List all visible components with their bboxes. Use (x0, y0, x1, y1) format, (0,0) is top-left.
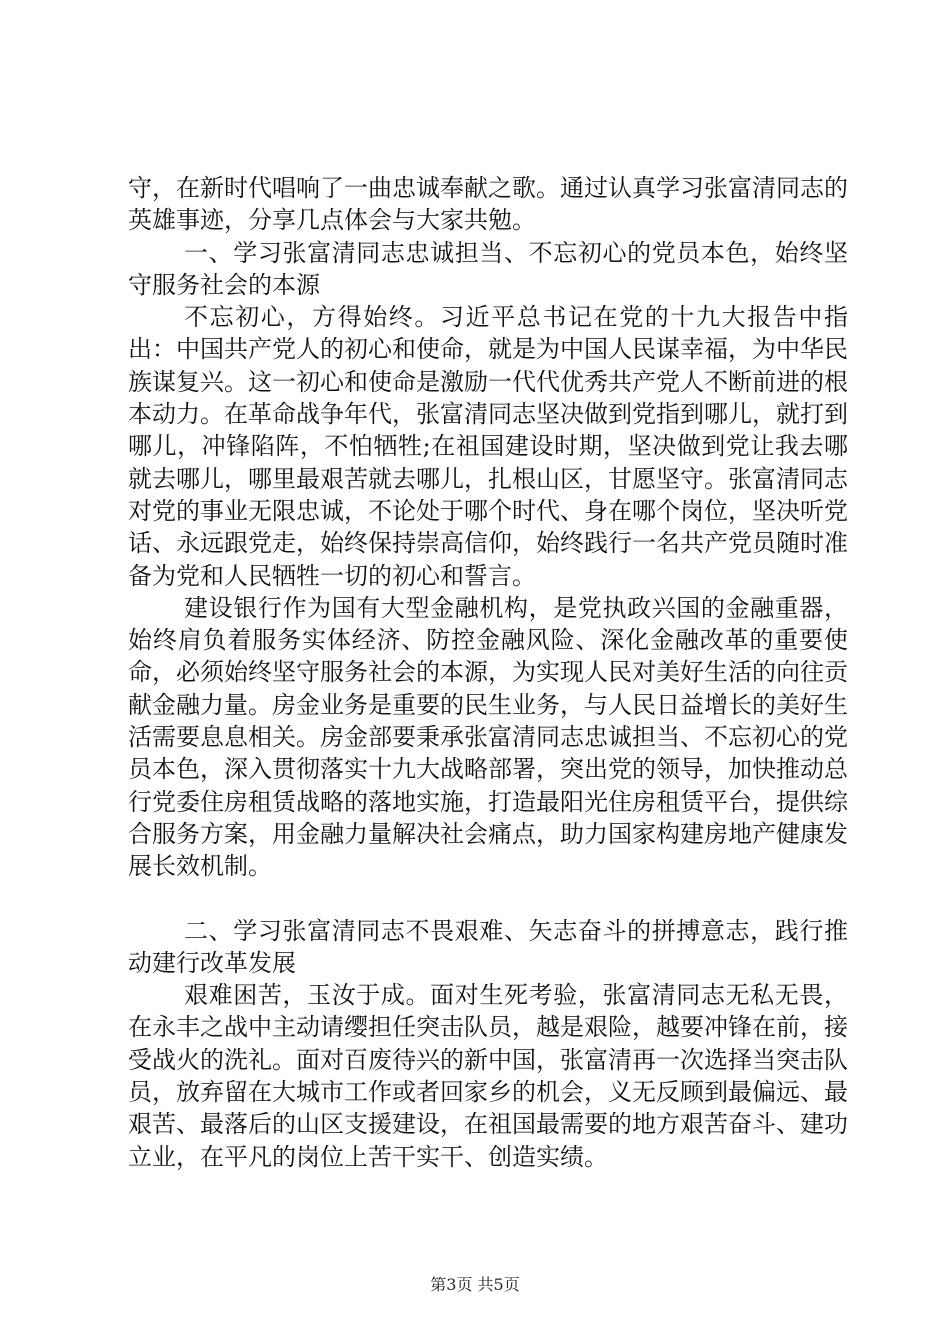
document-body (128, 172, 848, 1173)
section-heading-2: 二、学习张富清同志不畏艰难、矢志奋斗的拼搏意志，践行推动建行改革发展 (128, 916, 848, 977)
paragraph-continuation: 守，在新时代唱响了一曲忠诚奉献之歌。通过认真学习张富清同志的英雄事迹，分享几点体会与大家共勉。 (128, 174, 848, 235)
paragraph-gap (128, 883, 848, 915)
paragraph-initial-mission: 不忘初心，方得始终。习近平总书记在党的十九大报告中指出：中国共产党人的初心和使命，就是为中国人民谋幸福，为中华民族谋复兴。这一初心和使命是激励一代代优秀共产党人不断前进的根本动力。在革命战争年代，张富清同志坚决做到党指到哪儿，就打到哪儿，冲锋陷阵，不怕牺牲;在祖国建设时期，坚决做到党让我去哪就去哪儿，哪里最艰苦就去哪儿，扎根山区，甘愿坚守。张富清同志对党的事业无限忠诚，不论处于哪个时代、身在哪个岗位，坚决听党话、永远跟党走，始终保持崇高信仰，始终践行一名共产党员随时准备为党和人民牺牲一切的初心和誓言。 (128, 303, 848, 590)
page-footer: 第3页 共5页 (430, 1275, 520, 1294)
section-heading-1: 一、学习张富清同志忠诚担当、不忘初心的党员本色，始终坚守服务社会的本源 (128, 238, 848, 299)
paragraph-ccb-mission: 建设银行作为国有大型金融机构，是党执政兴国的金融重器，始终肩负着服务实体经济、防控金融风险、深化金融改革的重要使命，必须始终坚守服务社会的本源，为实现人民对美好生活的向往贡献金融力量。房金业务是重要的民生业务，与人民日益增长的美好生活需要息息相关。房金部要秉承张富清同志忠诚担当、不忘初心的党员本色，深入贯彻落实十九大战略部署，突出党的领导，加快推动总行党委住房租赁战略的落地实施，打造最阳光住房租赁平台，提供综合服务方案，用金融力量解决社会痛点，助力国家构建房地产健康发展长效机制。 (128, 593, 848, 881)
paragraph-hardship: 艰难困苦，玉汝于成。面对生死考验，张富清同志无私无畏，在永丰之战中主动请缨担任突击队员，越是艰险，越要冲锋在前，接受战火的洗礼。面对百废待兴的新中国，张富清再一次选择当突击队员，放弃留在大城市工作或者回家乡的机会，义无反顾到最偏远、最艰苦、最落后的山区支援建设，在祖国最需要的地方艰苦奋斗、建功立业，在平凡的岗位上苦干实干、创造实绩。 (128, 981, 848, 1171)
